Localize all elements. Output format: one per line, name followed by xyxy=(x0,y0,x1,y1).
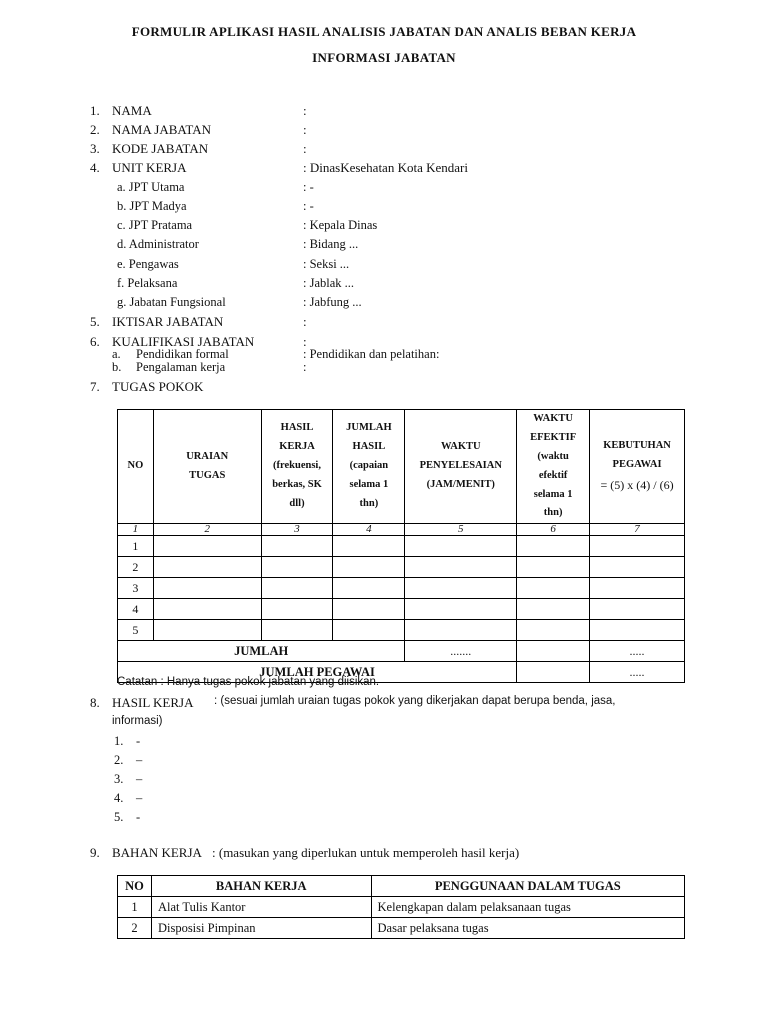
row-number: 2 xyxy=(118,918,152,939)
table-cell[interactable] xyxy=(405,599,517,620)
row-number: 1 xyxy=(118,897,152,918)
table-cell[interactable] xyxy=(153,578,261,599)
field-value: : xyxy=(303,122,307,137)
header-waktu-penyelesaian: WAKTU PENYELESAIAN (JAM/MENIT) xyxy=(405,410,517,524)
table-row xyxy=(118,897,685,918)
row-number: 4 xyxy=(118,599,154,620)
table-cell[interactable] xyxy=(517,599,590,620)
unit-sub-value: : - xyxy=(303,199,314,213)
field-label: IKTISAR JABATAN xyxy=(112,314,224,329)
column-number: 6 xyxy=(517,524,590,536)
kualifikasi-letter: a. xyxy=(112,347,121,361)
jumlah-waktu-value: ....... xyxy=(405,641,517,662)
list-item: - xyxy=(136,734,141,748)
table-row xyxy=(118,599,685,620)
bahan-kerja-table xyxy=(117,875,685,939)
list-item: – xyxy=(136,791,143,805)
list-number: 3. xyxy=(114,772,124,786)
field-number: 7. xyxy=(90,379,100,394)
field-number: 1. xyxy=(90,103,100,118)
jumlah-pegawai-value: ..... xyxy=(590,662,685,683)
catatan-note: Catatan : Hanya tugas pokok jabatan yang diisikan. xyxy=(117,676,380,688)
header-no: NO xyxy=(118,410,154,524)
unit-sub-value: : Jablak ... xyxy=(303,276,355,290)
field-label: UNIT KERJA xyxy=(112,160,187,175)
header-penggunaan: PENGGUNAAN DALAM TUGAS xyxy=(371,876,684,897)
table-header-row xyxy=(118,876,685,897)
field-label: KODE JABATAN xyxy=(112,141,209,156)
row-number: 3 xyxy=(118,578,154,599)
field-label: NAMA xyxy=(112,103,152,118)
field-value: : xyxy=(303,103,307,118)
field-number: 3. xyxy=(90,141,100,156)
jumlah-kebutuhan-value: ..... xyxy=(590,641,685,662)
kualifikasi-letter: b. xyxy=(112,360,122,374)
form-subtitle: INFORMASI JABATAN xyxy=(312,50,456,65)
table-cell[interactable] xyxy=(517,620,590,641)
table-cell[interactable] xyxy=(405,557,517,578)
table-header-row xyxy=(118,410,685,524)
unit-sub-label: f. Pelaksana xyxy=(117,276,178,290)
kualifikasi-value: : Pendidikan dan pelatihan: xyxy=(303,347,440,361)
list-number: 1. xyxy=(114,734,124,748)
field-label: NAMA JABATAN xyxy=(112,122,211,137)
list-item: – xyxy=(136,772,143,786)
table-cell[interactable] xyxy=(153,599,261,620)
column-number-row xyxy=(118,524,685,536)
column-number: 2 xyxy=(153,524,261,536)
list-item: - xyxy=(136,810,141,824)
table-cell[interactable] xyxy=(261,557,333,578)
table-cell[interactable] xyxy=(333,536,405,557)
list-number: 2. xyxy=(114,753,124,767)
field-number: 8. xyxy=(90,695,100,710)
row-number: 2 xyxy=(118,557,154,578)
table-cell[interactable] xyxy=(153,557,261,578)
field-number: 5. xyxy=(90,314,100,329)
table-row xyxy=(118,620,685,641)
jumlah-label: JUMLAH xyxy=(118,641,405,662)
column-number: 3 xyxy=(261,524,333,536)
list-number: 4. xyxy=(114,791,124,805)
table-cell[interactable] xyxy=(333,599,405,620)
list-item: – xyxy=(136,753,143,767)
bahan-cell: Disposisi Pimpinan xyxy=(151,918,371,939)
penggunaan-cell: Dasar pelaksana tugas xyxy=(371,918,684,939)
field-number: 2. xyxy=(90,122,100,137)
table-row xyxy=(118,557,685,578)
table-row xyxy=(118,918,685,939)
header-no: NO xyxy=(118,876,152,897)
unit-sub-value: : Kepala Dinas xyxy=(303,218,378,232)
unit-sub-value: : - xyxy=(303,180,314,194)
table-row xyxy=(118,578,685,599)
table-cell[interactable] xyxy=(590,536,685,557)
table-cell[interactable] xyxy=(261,620,333,641)
tugas-pokok-table xyxy=(117,409,685,683)
form-title: FORMULIR APLIKASI HASIL ANALISIS JABATAN DAN ANALIS BEBAN KERJA xyxy=(131,24,637,39)
field-description: : (sesuai jumlah uraian tugas pokok yang dikerjakan dapat berupa benda, jasa, xyxy=(214,695,616,707)
kualifikasi-label: Pendidikan formal xyxy=(136,347,229,361)
field-label: HASIL KERJA xyxy=(112,695,194,710)
unit-sub-label: e. Pengawas xyxy=(117,257,179,271)
field-value: : xyxy=(303,314,307,329)
unit-sub-value: : Jabfung ... xyxy=(303,295,362,309)
table-cell[interactable] xyxy=(333,620,405,641)
row-number: 1 xyxy=(118,536,154,557)
table-cell[interactable] xyxy=(590,620,685,641)
field-number: 9. xyxy=(90,845,100,860)
table-cell xyxy=(517,641,590,662)
table-cell xyxy=(517,662,590,683)
field-value: : xyxy=(303,334,307,349)
row-number: 5 xyxy=(118,620,154,641)
unit-sub-label: g. Jabatan Fungsional xyxy=(117,295,226,309)
field-description: : (masukan yang diperlukan untuk memperoleh hasil kerja) xyxy=(212,845,520,860)
unit-sub-label: c. JPT Pratama xyxy=(117,218,193,232)
column-number: 1 xyxy=(118,524,154,536)
unit-sub-label: d. Administrator xyxy=(117,237,199,251)
column-number: 4 xyxy=(333,524,405,536)
table-cell[interactable] xyxy=(333,557,405,578)
header-jumlah-hasil: JUMLAH HASIL (capaian selama 1 thn) xyxy=(333,410,405,524)
table-cell[interactable] xyxy=(333,578,405,599)
column-number: 7 xyxy=(590,524,685,536)
kebutuhan-label: KEBUTUHAN PEGAWAI xyxy=(603,439,671,470)
jumlah-row xyxy=(118,641,685,662)
table-cell[interactable] xyxy=(517,578,590,599)
table-cell[interactable] xyxy=(517,536,590,557)
kualifikasi-value: : xyxy=(303,360,307,374)
table-cell[interactable] xyxy=(405,620,517,641)
header-bahan-kerja: BAHAN KERJA xyxy=(151,876,371,897)
kualifikasi-label: Pengalaman kerja xyxy=(136,360,226,374)
column-number: 5 xyxy=(405,524,517,536)
table-cell[interactable] xyxy=(153,620,261,641)
table-cell[interactable] xyxy=(405,578,517,599)
kebutuhan-formula: = (5) x (4) / (6) xyxy=(600,477,674,492)
table-cell[interactable] xyxy=(590,578,685,599)
table-cell[interactable] xyxy=(590,599,685,620)
list-number: 5. xyxy=(114,810,124,824)
penggunaan-cell: Kelengkapan dalam pelaksanaan tugas xyxy=(371,897,684,918)
table-cell[interactable] xyxy=(261,536,333,557)
unit-sub-value: : Seksi ... xyxy=(303,257,350,271)
header-hasil-kerja: HASIL KERJA (frekuensi, berkas, SK dll) xyxy=(261,410,333,524)
header-kebutuhan-pegawai xyxy=(590,410,685,524)
table-cell[interactable] xyxy=(261,599,333,620)
table-cell[interactable] xyxy=(517,557,590,578)
field-value: : DinasKesehatan Kota Kendari xyxy=(303,160,468,175)
field-value: : xyxy=(303,141,307,156)
field-label: BAHAN KERJA xyxy=(112,845,202,860)
table-row xyxy=(118,536,685,557)
field-description-cont: informasi) xyxy=(112,715,163,727)
table-cell[interactable] xyxy=(405,536,517,557)
unit-sub-label: a. JPT Utama xyxy=(117,180,185,194)
unit-sub-label: b. JPT Madya xyxy=(117,199,187,213)
table-cell[interactable] xyxy=(590,557,685,578)
field-label: TUGAS POKOK xyxy=(112,379,204,394)
field-label: KUALIFIKASI JABATAN xyxy=(112,334,255,349)
header-uraian-tugas: URAIAN TUGAS xyxy=(153,410,261,524)
table-cell[interactable] xyxy=(153,536,261,557)
field-number: 6. xyxy=(90,334,100,349)
header-waktu-efektif: WAKTU EFEKTIF (waktu efektif selama 1 thn) xyxy=(517,410,590,524)
jumlah-pegawai-label: JUMLAH PEGAWAI xyxy=(118,662,517,683)
field-number: 4. xyxy=(90,160,100,175)
table-cell[interactable] xyxy=(261,578,333,599)
bahan-cell: Alat Tulis Kantor xyxy=(151,897,371,918)
unit-sub-value: : Bidang ... xyxy=(303,237,359,251)
